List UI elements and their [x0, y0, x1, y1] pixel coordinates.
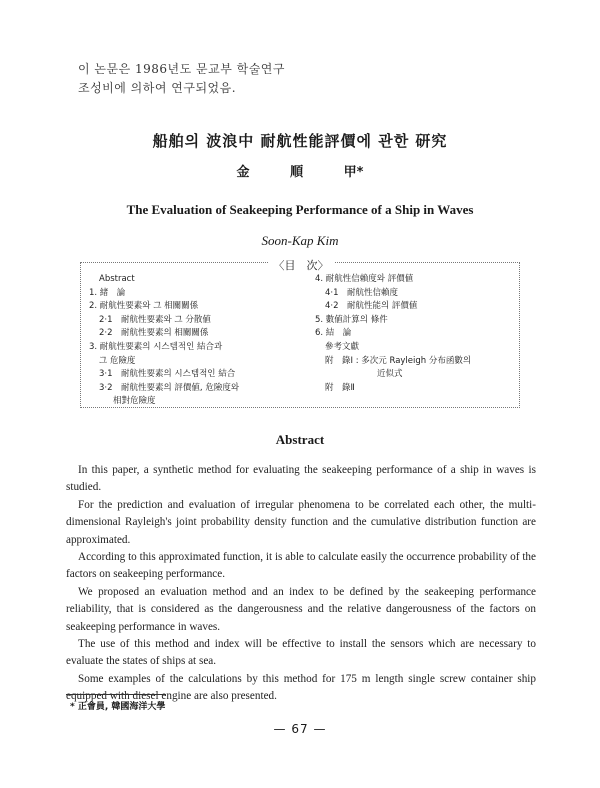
toc-item: 2·1 耐航性要素와 그 分散値 — [99, 314, 211, 325]
toc-item: 參考文獻 — [325, 341, 360, 352]
toc-item: 4·2 耐航性能의 評價値 — [325, 301, 418, 312]
toc-heading-text: 〈目 次〉 — [268, 259, 335, 272]
korean-author-char: 甲* — [343, 165, 364, 180]
english-author: Soon-Kap Kim — [261, 233, 339, 248]
toc-item: 2·2 耐航性要素의 相關關係 — [99, 328, 209, 339]
toc-item: 附 錄Ⅱ — [325, 382, 355, 393]
toc-item: 近似式 — [377, 369, 403, 380]
toc-heading — [81, 257, 521, 273]
korean-author-char: 金 — [236, 165, 250, 180]
toc-left-column — [89, 273, 299, 409]
toc-item: 1. 緒 論 — [89, 287, 126, 298]
funding-note-line-2: 조성비에 의하여 연구되었음. — [78, 81, 237, 95]
abstract-paragraph: In this paper, a synthetic method for evaluating the seakeeping performance of a ship in waves is studied. — [66, 464, 536, 494]
page-number: — 67 — — [273, 722, 327, 736]
toc-item: 2. 耐航性要素와 그 相關關係 — [89, 301, 199, 312]
toc-item: 相對危險度 — [113, 396, 156, 407]
english-title: The Evaluation of Seakeeping Performance of a Ship in Waves — [126, 202, 474, 217]
korean-author — [0, 161, 600, 180]
toc-item: 3. 耐航性要素의 시스템적인 結合과 — [89, 341, 223, 352]
toc-item: 3·1 耐航性要素의 시스템적인 結合 — [99, 369, 236, 380]
toc-item: Abstract — [99, 274, 135, 284]
korean-author-char: 順 — [290, 165, 304, 180]
toc-item: 4·1 耐航性信賴度 — [325, 287, 399, 298]
table-of-contents — [80, 259, 520, 408]
toc-item: 3·2 耐航性要素의 評價値, 危險度와 — [99, 382, 240, 393]
toc-item: 附 錄Ⅰ : 多次元 Rayleigh 分布函數의 — [325, 355, 472, 366]
abstract-paragraph: For the prediction and evaluation of irregular phenomena to be correlated each other, the multi-dimensional Rayleigh's joint probability density function and the cumulative distribution function are approximated. — [66, 498, 536, 546]
toc-right-column — [315, 273, 515, 395]
funding-note — [78, 60, 285, 98]
toc-item: 4. 耐航性信賴度와 評價値 — [315, 274, 414, 284]
footnote: * 正會員, 韓國海洋大學 — [70, 702, 166, 712]
toc-item: 5. 數値計算의 條件 — [315, 314, 388, 325]
footnote-divider — [66, 694, 166, 695]
korean-title: 船舶의 波浪中 耐航性能評價에 관한 研究 — [152, 132, 448, 150]
abstract-paragraph: According to this approximated function, it is able to calculate easily the occurrence probability of the factors on seakeeping performance. — [66, 551, 536, 581]
abstract-body — [66, 462, 536, 706]
toc-item: 그 危險度 — [99, 355, 136, 366]
funding-note-line-1: 이 논문은 1986년도 문교부 학술연구 — [78, 62, 285, 76]
abstract-paragraph: The use of this method and index will be effective to install the sensors which are necessary to evaluate the states of ships at sea. — [66, 638, 536, 668]
toc-item: 6. 結 論 — [315, 328, 352, 339]
abstract-paragraph: Some examples of the calculations by this method for 175 m length single screw container ship equipped with diesel engine are also presented. — [66, 672, 536, 703]
abstract-heading: Abstract — [275, 432, 325, 447]
abstract-paragraph: We proposed an evaluation method and an index to be defined by the seakeeping performance reliability, that is considered as the dangerousness and the relative dangerousness of the factors on seakeeping performance in waves. — [66, 585, 536, 633]
